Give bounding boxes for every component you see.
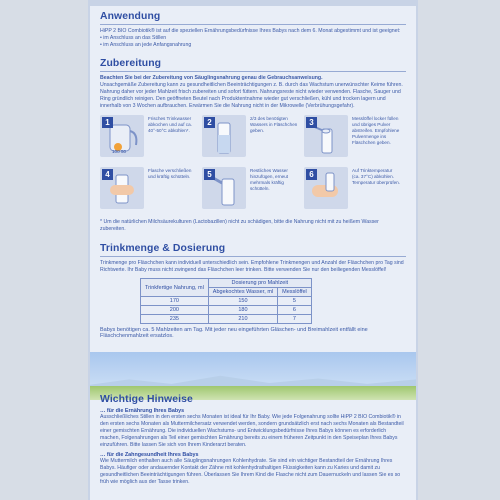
table-header-group: Dosierung pro Mahlzeit xyxy=(208,279,311,288)
step-3 xyxy=(304,115,400,161)
table-cell: 7 xyxy=(278,315,312,324)
table-row xyxy=(141,297,312,306)
zubereitung-title: Zubereitung xyxy=(100,58,162,69)
step-caption: Auf Trinktemperatur (ca. 37°C) abkühlen. Temperatur überprüfen. xyxy=(352,168,401,185)
table-cell: 235 xyxy=(141,315,209,324)
step-number: 5 xyxy=(204,169,215,180)
table-cell: 210 xyxy=(208,315,277,324)
step-number: 1 xyxy=(102,117,113,128)
anwendung-bullet: • im Anschluss an das Stillen xyxy=(100,35,167,41)
step-1 xyxy=(100,115,196,161)
trinkmenge-section xyxy=(90,243,416,339)
trinkmenge-title: Trinkmenge & Dosierung xyxy=(100,243,226,254)
divider xyxy=(100,256,406,257)
anwendung-title: Anwendung xyxy=(100,11,161,22)
table-cell: 6 xyxy=(278,306,312,315)
table-row xyxy=(141,306,312,315)
step-5 xyxy=(202,167,298,213)
divider xyxy=(100,24,406,25)
table-row xyxy=(141,315,312,324)
table-cell: 170 xyxy=(141,297,209,306)
zubereitung-section xyxy=(90,58,416,233)
step-number: 2 xyxy=(204,117,215,128)
step-6 xyxy=(304,167,400,213)
thermometer-label: 100 50 xyxy=(112,149,127,154)
step-caption: 2/3 des benötigten Wassers in Fläschchen geben. xyxy=(250,116,298,133)
table-header: Messlöffel xyxy=(278,288,312,297)
dosage-table xyxy=(140,278,312,324)
wichtige-subtitle: … für die Zahngesundheit Ihres Babys xyxy=(100,452,199,458)
wichtige-text: Ausschließliches Stillen in den ersten sechs Monaten ist ideal für Ihr Baby. Wie jede Folgenahrung sollte HiPP 2 BIO Combiotik® in den ersten sechs Monaten als Muttermilchersatz verwendet werden, sondern grundsätzlich erst nach sechs Monaten als Bestandteil einer gemischten Ernährung. Die individuellen Wachstums- und Entwicklungsbedürfnisse Ihres Babys können es erforderlich machen, Folgenahrungen als Teil einer gemischten Ernährung bereits zu einem früheren Zeitpunkt in den Speiseplan Ihres Babys einzuführen. Bitte lassen Sie sich von Ihrem Kinderarzt beraten. xyxy=(100,414,404,448)
zubereitung-warning: Beachten Sie bei der Zubereitung von Säuglingsnahrung genau die Gebrauchsanweisung. xyxy=(100,75,323,81)
step-2 xyxy=(202,115,298,161)
package-panel xyxy=(90,6,416,500)
step-caption: Frisches Trinkwasser abkochen und auf ca. 40°-50°C abkühlen*. xyxy=(148,116,192,133)
table-cell: 150 xyxy=(208,297,277,306)
table-cell: 200 xyxy=(141,306,209,315)
step-caption: Restliches Wasser hinzufügen, erneut mehrmals kräftig schütteln. xyxy=(250,168,289,191)
zubereitung-text: Unsachgemäße Zubereitung kann zu gesundheitlichen Beeinträchtigungen z. B. durch das Wachstum unerwünschter Keime führen. xyxy=(100,82,403,88)
table-header: Trinkfertige Nahrung, ml xyxy=(141,279,209,297)
anwendung-text: HiPP 2 BIO Combiotik® ist auf die speziellen Ernährungsbedürfnisse Ihres Babys nach dem 6. Monat abgestimmt und ist geeignet: xyxy=(100,28,401,34)
table-cell: 180 xyxy=(208,306,277,315)
step-number: 6 xyxy=(306,169,317,180)
step-caption: Messlöffel locker füllen und übriges Pulver abstreifen. Empfohlene Pulvermenge ins Fläschchen geben. xyxy=(352,116,400,145)
meals-note: Babys benötigen ca. 5 Mahlzeiten am Tag. Mit jeder neu eingeführten Gläschen- und Breimahlzeit entfällt eine Fläschchenmahlzeit ersatzlos. xyxy=(100,327,368,339)
step-4 xyxy=(100,167,196,213)
anwendung-bullet: • im Anschluss an jede Anfangsnahrung xyxy=(100,42,192,48)
table-cell: 5 xyxy=(278,297,312,306)
step-number: 3 xyxy=(306,117,317,128)
footnote: * Um die natürlichen Milchsäurekulturen (Lactobazillen) nicht zu schädigen, bitte die Nahrung nicht mit zu heißem Wasser zubereiten. xyxy=(100,219,379,232)
anwendung-section xyxy=(90,11,416,49)
step-caption: Flasche verschließen und kräftig schütteln. xyxy=(148,168,192,179)
zubereitung-text: Nahrung daher vor jeder Mahlzeit frisch zubereiten und sofort füttern. Nahrungsreste nicht wieder verwenden. Flasche, Sauger und Ring gründlich reinigen. Den geöffneten Beutel nach Produktentnahme wieder gut verschließen, kühl und trocken lagern und innerhalb von 3 Wochen aufbrauchen. Erwärmen Sie die Nahrung nicht in der Mikrowelle (Verbrühungsgefahr). xyxy=(100,89,401,109)
wichtige-section xyxy=(90,394,416,486)
table-header: Abgekochtes Wasser, ml xyxy=(208,288,277,297)
divider xyxy=(100,71,406,72)
step-number: 4 xyxy=(102,169,113,180)
preparation-steps xyxy=(100,115,406,218)
trinkmenge-text: Trinkmenge pro Fläschchen kann individuell unterschiedlich sein. Empfohlene Trinkmengen und Anzahl der Fläschchen pro Tag sind Richtwerte. Ihr Baby muss nicht zwingend das Fläschchen leer trinken. Bitte verwenden Sie nur den beiliegenden Messlöffel! xyxy=(100,260,404,273)
wichtige-text: Wie Muttermilch enthalten auch alle Säuglingsnahrungen Kohlenhydrate. Sie sind ein wichtiger Bestandteil der Ernährung Ihres Babys. Häufiger oder andauernder Kontakt der Zähne mit kohlenhydrathaltigen Flüssigkeiten kann zu Karies und damit zu gesundheitlichen Beeinträchtigungen führen. Überlassen Sie Ihrem Kind die Flasche nicht zum Dauernuckeln und lassen Sie es so früh wie möglich aus der Tasse trinken. xyxy=(100,458,401,485)
wichtige-subtitle: … für die Ernährung Ihres Babys xyxy=(100,408,185,414)
wichtige-title: Wichtige Hinweise xyxy=(100,394,193,405)
